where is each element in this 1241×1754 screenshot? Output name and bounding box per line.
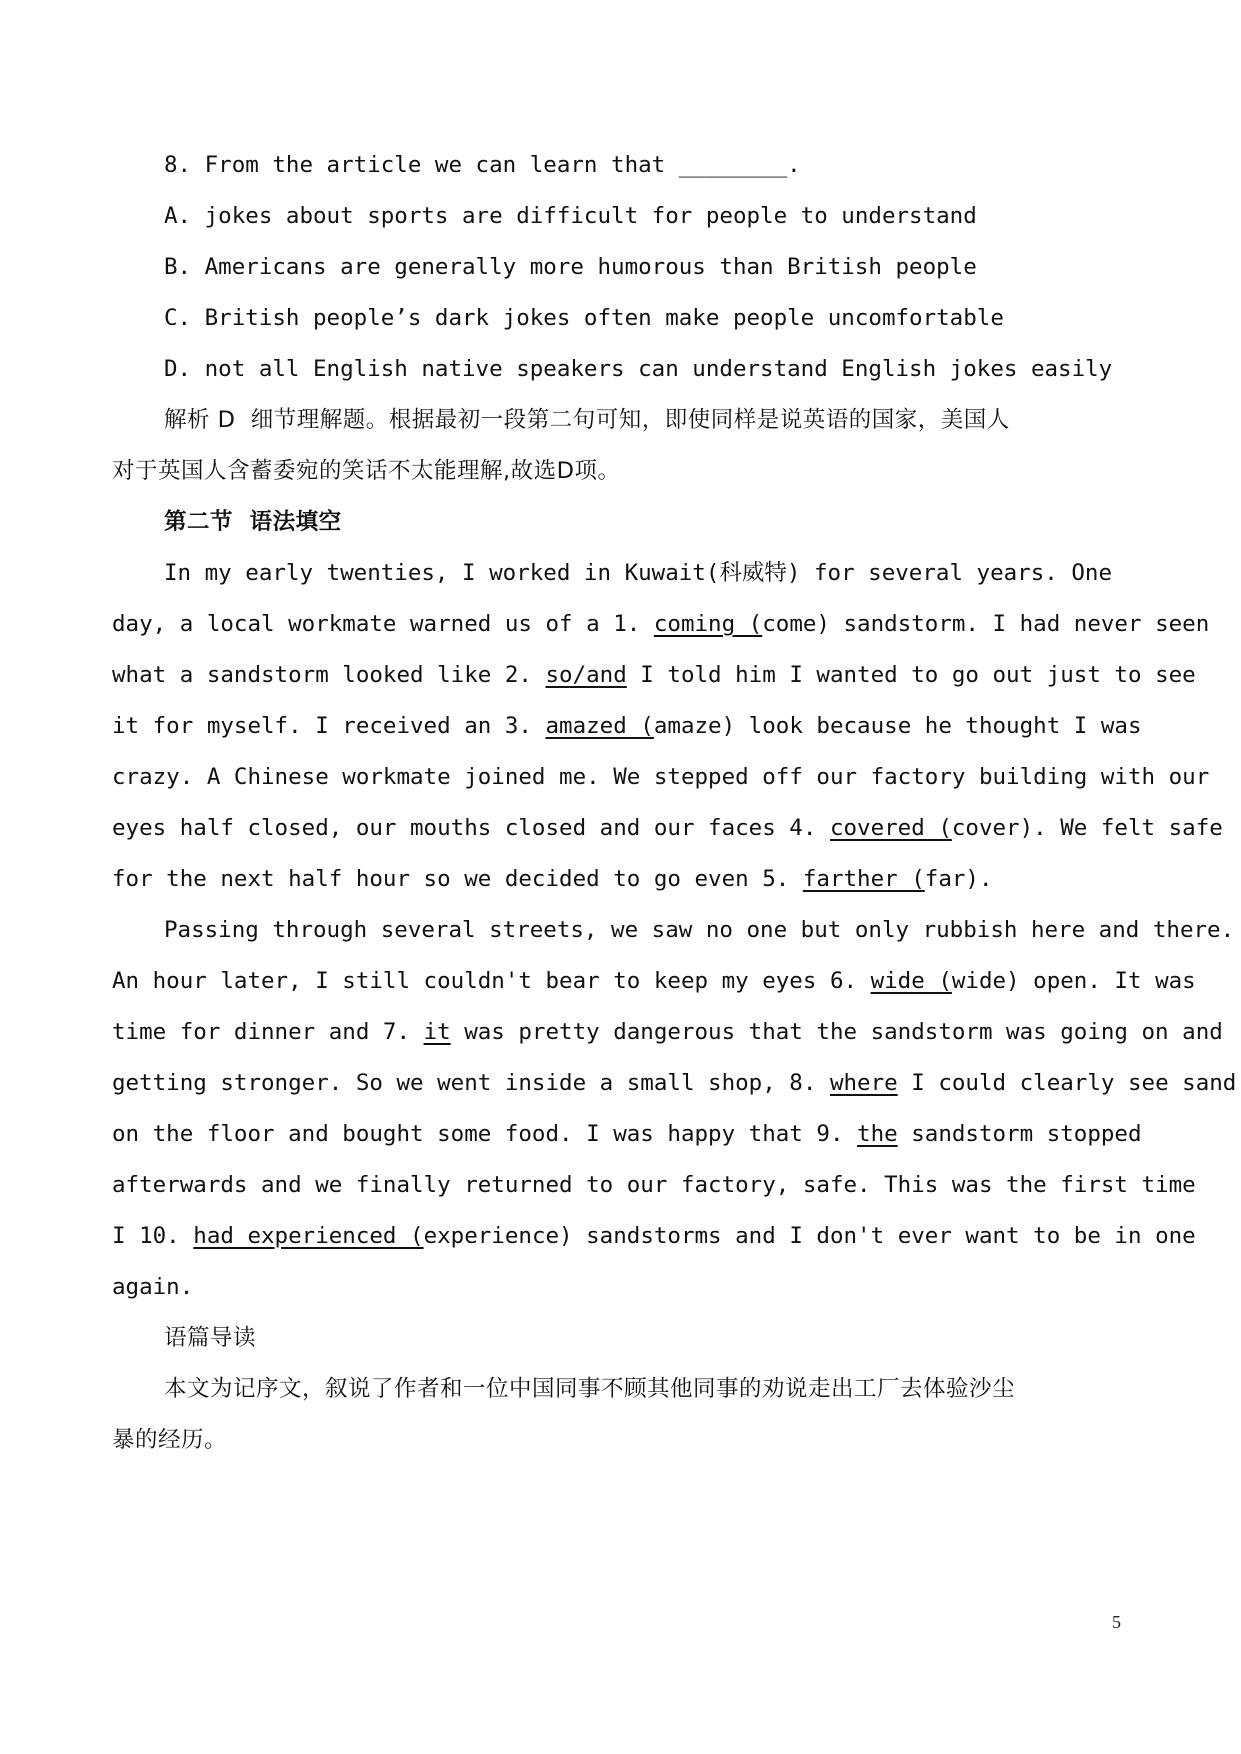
answer-4: covered ( — [829, 815, 952, 841]
text-run: getting stronger. So we went inside a small shop, 8. — [112, 1070, 830, 1096]
passage-p1-line-5: crazy. A Chinese workmate joined me. We stepped off our factory building with our — [112, 764, 1210, 790]
text-run: I could clearly see sand — [897, 1070, 1237, 1096]
answer-6: wide ( — [870, 968, 952, 994]
text-run: experience) sandstorms and I don't ever want to be in one — [423, 1223, 1196, 1249]
passage-p2-line-6: afterwards and we finally returned to our factory, safe. This was the first time — [112, 1172, 1196, 1198]
answer-5: farther ( — [802, 866, 925, 892]
answer-2: so/and — [545, 662, 627, 688]
answer-8: where — [829, 1070, 898, 1096]
page-number: 5 — [1112, 1612, 1121, 1632]
answer-10: had experienced ( — [193, 1223, 424, 1249]
passage-p2-line-2 — [112, 956, 1202, 1007]
passage-p1-line-3 — [112, 650, 1202, 701]
passage-p2-line-8: again. — [112, 1274, 194, 1300]
text-run: what a sandstorm looked like 2. — [112, 662, 546, 688]
text-run: An hour later, I still couldn't bear to keep my eyes 6. — [112, 968, 871, 994]
passage-p1-line-1: In my early twenties, I worked in Kuwait(科威特) for several years. One — [164, 560, 1112, 586]
passage-p2-line-1: Passing through several streets, we saw no one but only rubbish here and there. — [164, 917, 1235, 943]
analysis-line-2: 对于英国人含蓄委宛的笑话不太能理解,故选D项。 — [112, 458, 621, 484]
text-run: wide) open. It was — [951, 968, 1196, 994]
option-a: A. jokes about sports are difficult for people to understand — [164, 203, 977, 229]
text-run: time for dinner and 7. — [112, 1019, 424, 1045]
passage-p2-line-3 — [112, 1007, 1223, 1058]
passage-p1-line-7 — [112, 854, 1202, 905]
text-run: it for myself. I received an 3. — [112, 713, 546, 739]
passage-p1-line-4 — [112, 701, 1202, 752]
text-run: sandstorm stopped — [897, 1121, 1142, 1147]
passage-p1-line-6 — [112, 803, 1223, 854]
page-content — [112, 140, 1237, 1466]
question-8-stem: 8. From the article we can learn that ________. — [164, 152, 801, 178]
text-run: for the next half hour so we decided to go even 5. — [112, 866, 803, 892]
text-run: was pretty dangerous that the sandstorm was going on and — [450, 1019, 1223, 1045]
guide-heading: 语篇导读 — [164, 1325, 257, 1351]
guide-line-1: 本文为记序文，叙说了作者和一位中国同事不顾其他同事的劝说走出工厂去体验沙尘 — [164, 1376, 1016, 1402]
analysis-line-1: 解析 D 细节理解题。根据最初一段第二句可知，即使同样是说英语的国家，美国人 — [164, 407, 1010, 433]
text-run: far). — [924, 866, 993, 892]
text-run: I 10. — [112, 1223, 194, 1249]
text-run: eyes half closed, our mouths closed and our faces 4. — [112, 815, 830, 841]
option-d: D. not all English native speakers can understand English jokes easily — [164, 356, 1113, 382]
passage-p2-line-4 — [112, 1058, 1237, 1109]
text-run: on the floor and bought some food. I was happy that 9. — [112, 1121, 858, 1147]
option-c: C. British people’s dark jokes often make people uncomfortable — [164, 305, 1004, 331]
text-run: amaze) look because he thought I was — [653, 713, 1142, 739]
answer-3: amazed ( — [545, 713, 654, 739]
guide-line-2: 暴的经历。 — [112, 1427, 228, 1453]
text-run: I told him I wanted to go out just to see — [626, 662, 1196, 688]
option-b: B. Americans are generally more humorous than British people — [164, 254, 977, 280]
answer-9: the — [857, 1121, 898, 1147]
section-heading: 第二节 语法填空 — [164, 509, 342, 535]
answer-7: it — [423, 1019, 451, 1045]
answer-1: coming ( — [653, 611, 763, 637]
passage-p2-line-5 — [112, 1109, 1202, 1160]
passage-p1-line-2 — [112, 599, 1210, 650]
text-run: day, a local workmate warned us of a 1. — [112, 611, 654, 637]
text-run: come) sandstorm. I had never seen — [762, 611, 1210, 637]
passage-p2-line-7 — [112, 1211, 1202, 1262]
text-run: cover). We felt safe — [951, 815, 1223, 841]
